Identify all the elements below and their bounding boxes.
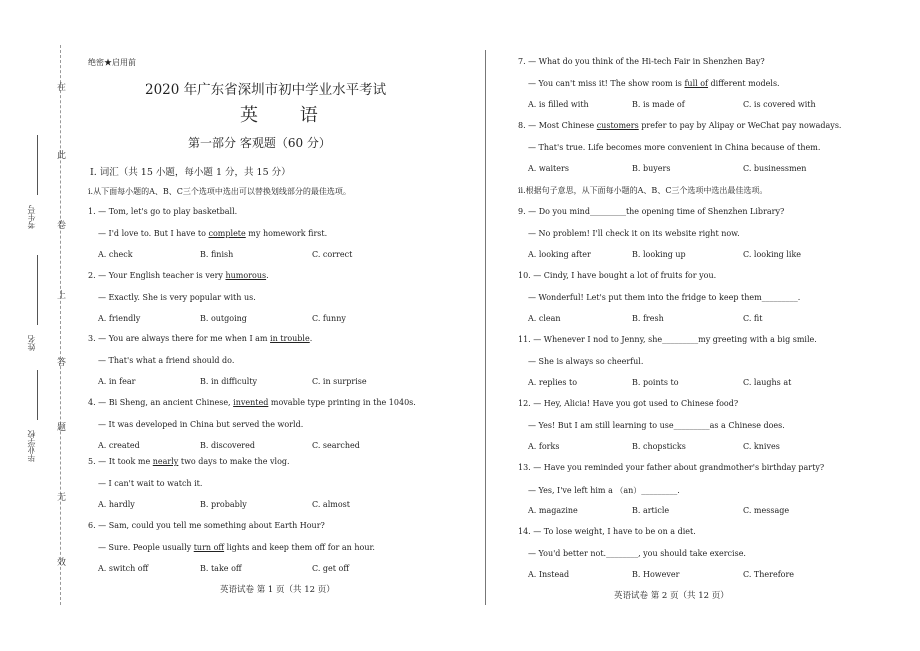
question-10-option-b[interactable]: B. fresh <box>632 314 664 323</box>
question-2-option-b[interactable]: B. outgoing <box>200 314 247 323</box>
question-7-option-c[interactable]: C. is covered with <box>743 100 816 109</box>
question-7-line-1: 7. — What do you think of the Hi-tech Fair in Shenzhen Bay? <box>518 57 765 66</box>
question-11-option-a[interactable]: A. replies to <box>528 378 578 387</box>
side-warning-char: 此 <box>57 151 67 161</box>
question-8-option-a[interactable]: A. waiters <box>528 164 569 173</box>
question-2-line-1: 2. — Your English teacher is very humorous. <box>88 271 269 280</box>
question-13-option-a[interactable]: A. magazine <box>528 506 578 515</box>
side-warning-char: 题 <box>57 423 67 433</box>
question-9-option-a[interactable]: A. looking after <box>528 250 591 259</box>
side-warning-char: 效 <box>57 558 67 568</box>
name-line <box>37 255 38 325</box>
question-7-option-a[interactable]: A. is filled with <box>528 100 589 109</box>
question-8-line-2: — That's true. Life becomes more convenient in China because of them. <box>528 143 821 152</box>
question-8-line-1: 8. — Most Chinese customers prefer to pay by Alipay or WeChat pay nowadays. <box>518 121 842 130</box>
question-11-line-2: — She is always so cheerful. <box>528 357 644 366</box>
question-12-option-b[interactable]: B. chopsticks <box>632 442 686 451</box>
question-6-option-c[interactable]: C. get off <box>312 564 350 573</box>
question-14-option-b[interactable]: B. However <box>632 570 680 579</box>
underlined-phrase: turn off <box>193 543 225 552</box>
question-10-option-c[interactable]: C. fit <box>743 314 763 323</box>
school-label: 毕业学校 <box>27 430 36 462</box>
confidential-mark: 绝密★启用前 <box>88 58 136 67</box>
school-line <box>37 370 38 420</box>
question-3-line-1: 3. — You are always there for me when I am in trouble. <box>88 334 313 343</box>
underlined-phrase: invented <box>233 398 269 407</box>
question-6-line-2: — Sure. People usually turn off lights and keep them off for an hour. <box>98 543 375 552</box>
side-warning-char: 卷 <box>57 221 67 231</box>
page-footer-right: 英语试卷 第 2 页（共 12 页） <box>614 591 729 601</box>
side-warning-char: 在 <box>57 83 67 93</box>
subject-title: 英 语 <box>240 105 336 126</box>
question-9-line-1: 9. — Do you mind_________the opening time of Shenzhen Library? <box>518 207 785 216</box>
question-1-option-b[interactable]: B. finish <box>200 250 234 259</box>
question-12-line-1: 12. — Hey, Alicia! Have you got used to Chinese food? <box>518 399 739 408</box>
question-1-option-c[interactable]: C. correct <box>312 250 353 259</box>
question-3-option-a[interactable]: A. in fear <box>98 377 136 386</box>
side-warning-char: 答 <box>57 358 67 368</box>
question-10-line-1: 10. — Cindy, I have bought a lot of fruits for you. <box>518 271 717 280</box>
page-footer-left: 英语试卷 第 1 页（共 12 页） <box>220 585 335 595</box>
underlined-phrase: humorous <box>225 271 267 280</box>
name-label: 姓名 <box>27 335 36 351</box>
question-7-line-2: — You can't miss it! The show room is full of different models. <box>528 79 780 88</box>
question-9-line-2: — No problem! I'll check it on its website right now. <box>528 229 740 238</box>
question-5-option-c[interactable]: C. almost <box>312 500 350 509</box>
question-12-line-2: — Yes! But I am still learning to use_________as a Chinese does. <box>528 421 785 430</box>
question-9-option-b[interactable]: B. looking up <box>632 250 686 259</box>
question-13-option-c[interactable]: C. message <box>743 506 790 515</box>
question-3-option-b[interactable]: B. in difficulty <box>200 377 258 386</box>
student-id-line <box>37 135 38 195</box>
column-divider <box>485 50 486 605</box>
section-title: I. 词汇（共 15 小题，每小题 1 分，共 15 分） <box>90 167 291 178</box>
question-4-line-2: — It was developed in China but served the world. <box>98 420 304 429</box>
underlined-phrase: nearly <box>152 457 179 466</box>
underlined-phrase: full of <box>684 79 709 88</box>
question-11-line-1: 11. — Whenever I nod to Jenny, she_________my greeting with a big smile. <box>518 335 817 344</box>
question-6-option-b[interactable]: B. take off <box>200 564 242 573</box>
part-title: 第一部分 客观题（60 分） <box>188 136 331 150</box>
question-11-option-b[interactable]: B. points to <box>632 378 679 387</box>
question-13-line-2: — Yes, I've left him a （an）_________. <box>528 486 680 495</box>
question-1-line-1: 1. — Tom, let's go to play basketball. <box>88 207 238 216</box>
underlined-phrase: customers <box>596 121 639 130</box>
side-warning-char: 上 <box>57 291 67 301</box>
question-10-line-2: — Wonderful! Let's put them into the fridge to keep them_________. <box>528 293 801 302</box>
question-5-option-b[interactable]: B. probably <box>200 500 247 509</box>
question-2-line-2: — Exactly. She is very popular with us. <box>98 293 256 302</box>
question-4-line-1: 4. — Bi Sheng, an ancient Chinese, invented movable type printing in the 1040s. <box>88 398 416 407</box>
question-10-option-a[interactable]: A. clean <box>528 314 561 323</box>
instruction-ii: ii.根据句子意思，从下面每小题的A、B、C三个选项中选出最佳选项。 <box>518 186 768 195</box>
question-2-option-a[interactable]: A. friendly <box>98 314 141 323</box>
dashed-binding-line <box>60 45 61 605</box>
question-4-option-a[interactable]: A. created <box>98 441 140 450</box>
question-4-option-c[interactable]: C. searched <box>312 441 360 450</box>
question-14-option-a[interactable]: A. Instead <box>528 570 570 579</box>
underlined-phrase: in trouble <box>270 334 310 343</box>
question-12-option-c[interactable]: C. knives <box>743 442 780 451</box>
question-3-line-2: — That's what a friend should do. <box>98 356 235 365</box>
question-1-option-a[interactable]: A. check <box>98 250 133 259</box>
question-6-line-1: 6. — Sam, could you tell me something about Earth Hour? <box>88 521 325 530</box>
underlined-phrase: complete <box>208 229 246 238</box>
question-4-option-b[interactable]: B. discovered <box>200 441 255 450</box>
question-14-option-c[interactable]: C. Therefore <box>743 570 795 579</box>
question-7-option-b[interactable]: B. is made of <box>632 100 685 109</box>
question-9-option-c[interactable]: C. looking like <box>743 250 802 259</box>
question-6-option-a[interactable]: A. switch off <box>98 564 149 573</box>
side-warning-char: 无 <box>57 493 67 503</box>
question-3-option-c[interactable]: C. in surprise <box>312 377 367 386</box>
question-8-option-b[interactable]: B. buyers <box>632 164 671 173</box>
instruction-i: i.从下面每小题的A、B、C三个选项中选出可以替换划线部分的最佳选项。 <box>88 187 351 196</box>
question-5-line-2: — I can't wait to watch it. <box>98 479 203 488</box>
question-2-option-c[interactable]: C. funny <box>312 314 346 323</box>
student-id-label: 考生号 <box>27 205 36 229</box>
question-14-line-2: — You'd better not.________, you should take exercise. <box>528 549 746 558</box>
question-13-option-b[interactable]: B. article <box>632 506 670 515</box>
question-5-line-1: 5. — It took me nearly two days to make the vlog. <box>88 457 290 466</box>
question-8-option-c[interactable]: C. businessmen <box>743 164 807 173</box>
exam-title: 2020 年广东省深圳市初中学业水平考试 <box>145 82 387 98</box>
question-5-option-a[interactable]: A. hardly <box>98 500 135 509</box>
question-14-line-1: 14. — To lose weight, I have to be on a diet. <box>518 527 696 536</box>
question-12-option-a[interactable]: A. forks <box>528 442 560 451</box>
question-11-option-c[interactable]: C. laughs at <box>743 378 792 387</box>
question-13-line-1: 13. — Have you reminded your father about grandmother's birthday party? <box>518 463 825 472</box>
question-1-line-2: — I'd love to. But I have to complete my homework first. <box>98 229 328 238</box>
